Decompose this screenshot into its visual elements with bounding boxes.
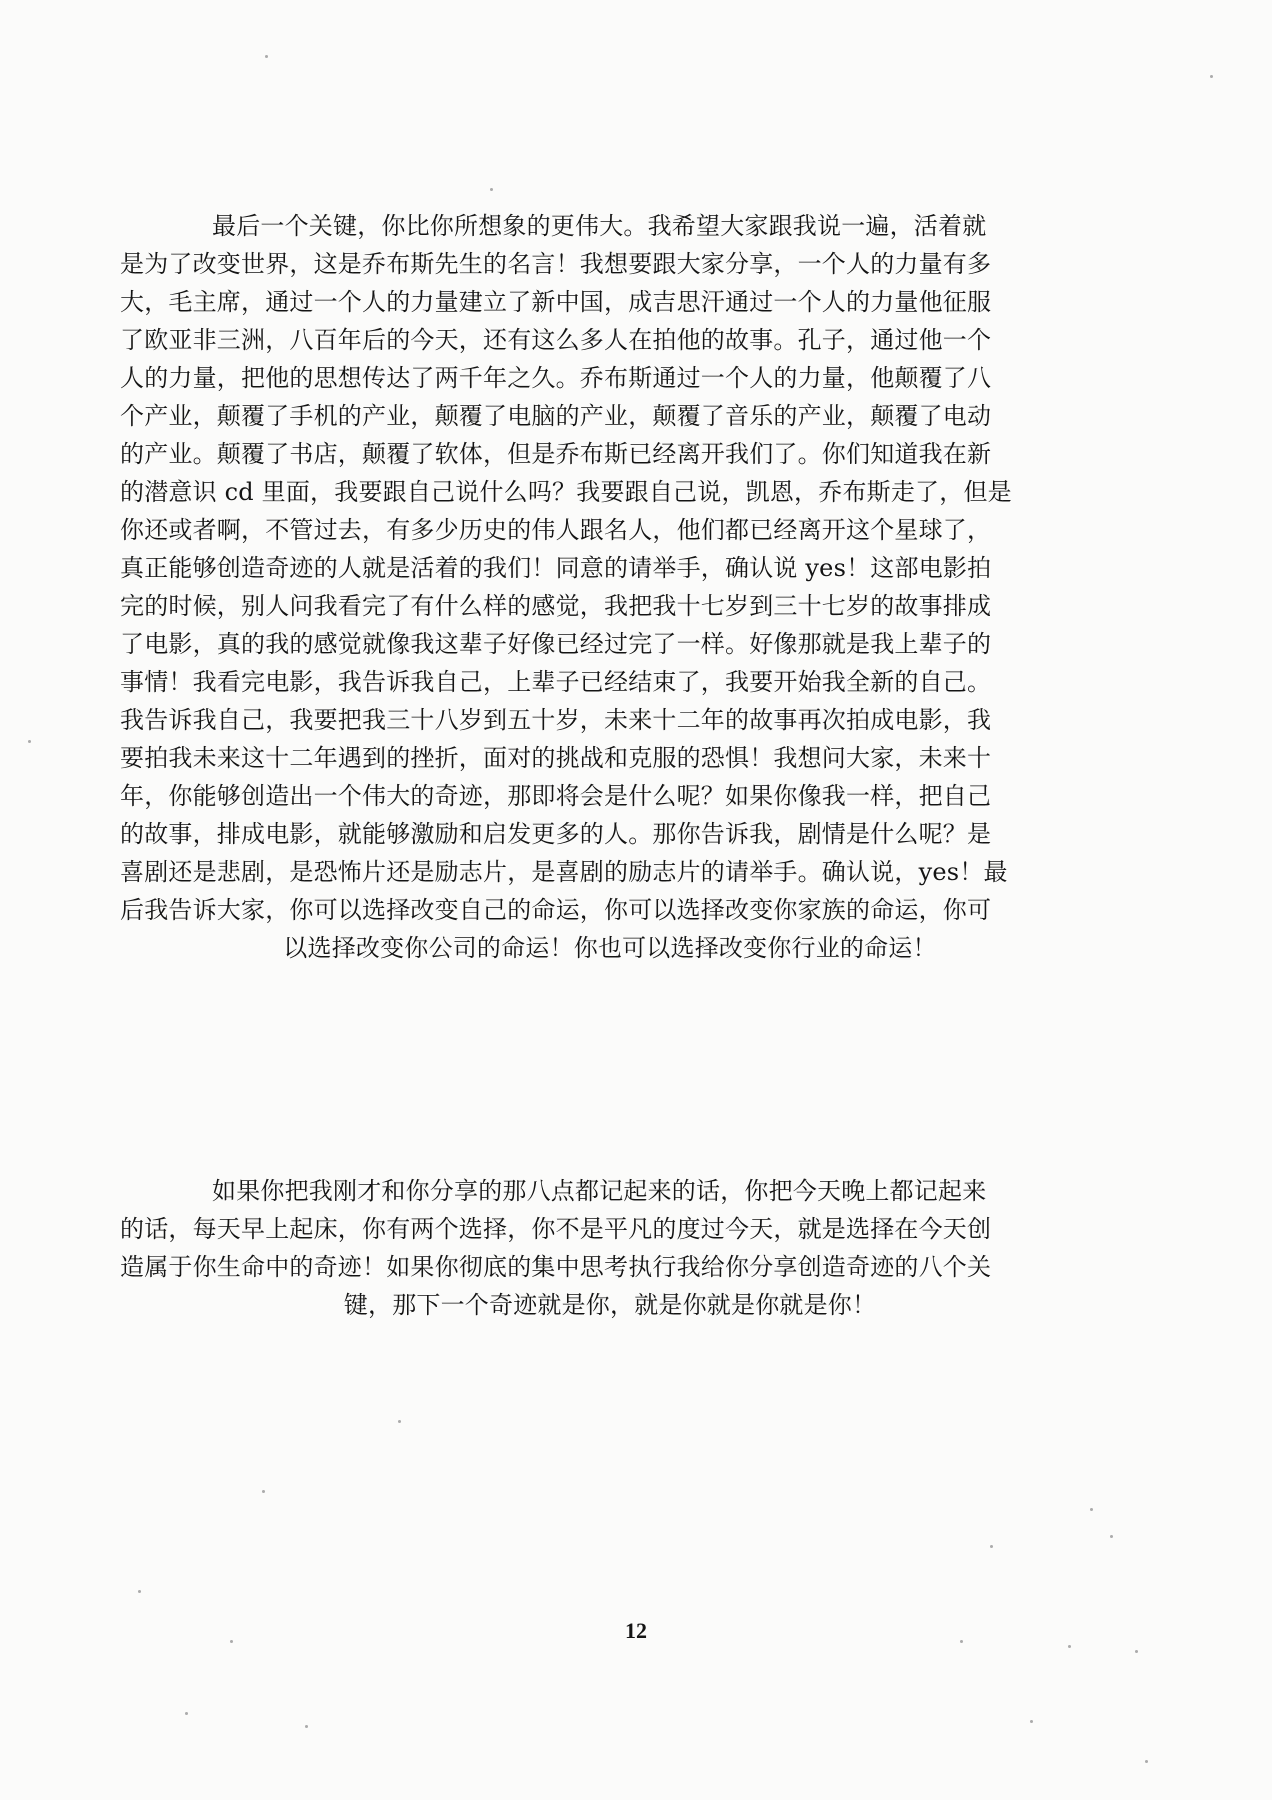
text-line: 年，你能够创造出一个伟大的奇迹，那即将会是什么呢？如果你像我一样，把自己	[120, 782, 992, 810]
scan-speck	[1030, 1720, 1033, 1723]
text-line: 喜剧还是悲剧，是恐怖片还是励志片，是喜剧的励志片的请举手。确认说，yes！最	[120, 858, 1008, 886]
text-line: 了电影，真的我的感觉就像我这辈子好像已经过完了一样。好像那就是我上辈子的	[120, 630, 992, 658]
text-line: 的产业。颠覆了书店，颠覆了软体，但是乔布斯已经离开我们了。你们知道我在新	[120, 440, 992, 468]
text-line: 大，毛主席，通过一个人的力量建立了新中国，成吉思汗通过一个人的力量他征服	[120, 288, 992, 316]
text-line: 键，那下一个奇迹就是你，就是你就是你就是你！	[343, 1291, 877, 1319]
text-line: 的话，每天早上起床，你有两个选择，你不是平凡的度过今天，就是选择在今天创	[120, 1215, 992, 1243]
scan-speck	[1068, 1645, 1071, 1648]
text-line: 完的时候，别人问我看完了有什么样的感觉，我把我十七岁到三十七岁的故事排成	[120, 592, 992, 620]
text-line: 个产业，颠覆了手机的产业，颠覆了电脑的产业，颠覆了音乐的产业，颠覆了电动	[120, 402, 992, 430]
scan-speck	[305, 1725, 308, 1728]
scan-speck	[1135, 1650, 1138, 1653]
text-line: 以选择改变你公司的命运！你也可以选择改变你行业的命运！	[283, 934, 937, 962]
scan-speck	[490, 188, 493, 191]
scan-speck	[1110, 1535, 1113, 1538]
scan-speck	[28, 740, 31, 743]
scan-speck	[262, 1490, 265, 1493]
text-line: 我告诉我自己，我要把我三十八岁到五十岁，未来十二年的故事再次拍成电影，我	[120, 706, 992, 734]
scan-speck	[1090, 1508, 1093, 1511]
text-line: 事情！我看完电影，我告诉我自己，上辈子已经结束了，我要开始我全新的自己。	[120, 668, 992, 696]
text-line: 你还或者啊，不管过去，有多少历史的伟人跟名人，他们都已经离开这个星球了，	[120, 516, 992, 544]
text-line: 如果你把我刚才和你分享的那八点都记起来的话，你把今天晚上都记起来	[212, 1177, 987, 1205]
scan-speck	[1210, 75, 1213, 78]
text-line: 是为了改变世界，这是乔布斯先生的名言！我想要跟大家分享，一个人的力量有多	[120, 250, 992, 278]
text-line: 后我告诉大家，你可以选择改变自己的命运，你可以选择改变你家族的命运，你可	[120, 896, 992, 924]
scan-speck	[960, 1640, 963, 1643]
text-line: 要拍我未来这十二年遇到的挫折，面对的挑战和克服的恐惧！我想问大家，未来十	[120, 744, 992, 772]
text-line: 真正能够创造奇迹的人就是活着的我们！同意的请举手，确认说 yes！这部电影拍	[120, 554, 992, 582]
page-number: 12	[625, 1618, 647, 1643]
scan-speck	[138, 1590, 141, 1593]
scan-speck	[230, 1640, 233, 1643]
text-line: 了欧亚非三洲，八百年后的今天，还有这么多人在拍他的故事。孔子，通过他一个	[120, 326, 992, 354]
paragraph-1	[120, 207, 1100, 967]
text-line: 的故事，排成电影，就能够激励和启发更多的人。那你告诉我，剧情是什么呢？是	[120, 820, 992, 848]
text-line: 最后一个关键，你比你所想象的更伟大。我希望大家跟我说一遍，活着就	[212, 212, 987, 240]
scan-speck	[185, 1712, 188, 1715]
text-line: 人的力量，把他的思想传达了两千年之久。乔布斯通过一个人的力量，他颠覆了八	[120, 364, 992, 392]
text-line: 的潜意识 cd 里面，我要跟自己说什么吗？我要跟自己说，凯恩，乔布斯走了，但是	[120, 478, 1012, 506]
scan-speck	[1145, 1760, 1148, 1763]
scan-speck	[398, 1420, 401, 1423]
scan-speck	[265, 55, 268, 58]
paragraph-2	[120, 1172, 1100, 1324]
scan-speck	[990, 1545, 993, 1548]
text-line: 造属于你生命中的奇迹！如果你彻底的集中思考执行我给你分享创造奇迹的八个关	[120, 1253, 992, 1281]
